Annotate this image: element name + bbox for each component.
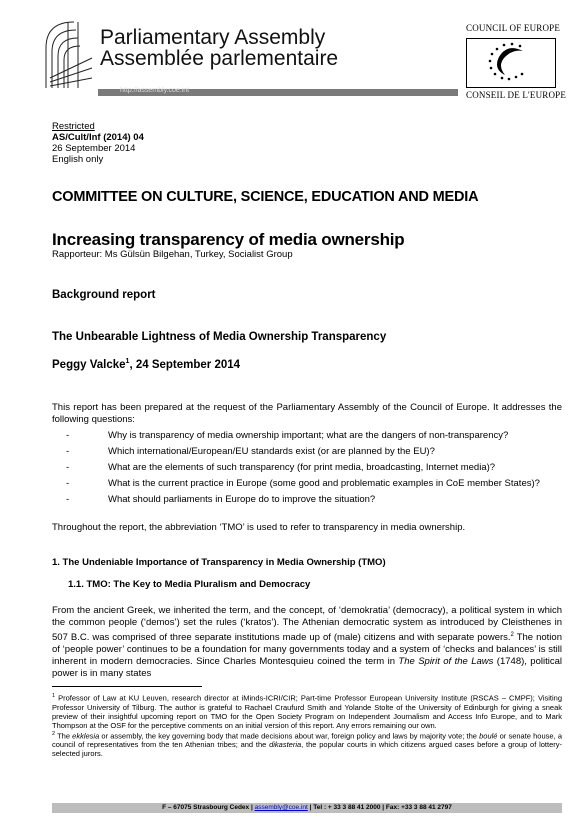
- coe-logo: [466, 38, 556, 88]
- author-line: [52, 358, 240, 371]
- intro-paragraph: This report has been prepared at the request of the Parliamentary Assembly of the Council of Europe. It addresses the following questions:: [52, 402, 562, 425]
- footer-email-link[interactable]: assembly@coe.int: [254, 804, 308, 811]
- footnotes: [52, 692, 562, 758]
- list-item: - Why is transparency of media ownership important; what are the dangers of non-transparency?: [66, 430, 509, 441]
- page-footer: [52, 803, 562, 813]
- section-1-1-heading: 1.1. TMO: The Key to Media Pluralism and Democracy: [68, 579, 311, 590]
- coe-stars-logo-icon: [467, 39, 555, 87]
- footer-contact: | Tel : + 33 3 88 41 2000 | Fax: +33 3 88 41 2797: [307, 804, 452, 811]
- footnote-1: $^1$ Professor of Law at KU Leuven, research director at iMinds-ICRI/CIR; Part-time Professor European University Institute (RSCAS – CMPF); Visiting Professor University of Tilburg. The author is grateful to Rachael Craufurd Smith and Yolande Stolte of the University of Edinburgh for giving a sneak preview of their insightful upcoming report on TMO for the Open Society Program on Independent Journalism and Access Info Europe, and to Mark Thompson at the OSF for the perceptive comments on an initial version of this report. Any errors remaining our own.: [52, 693, 562, 730]
- committee-name: COMMITTEE ON CULTURE, SCIENCE, EDUCATION AND MEDIA: [52, 189, 479, 205]
- book-title: The Spirit of the Laws: [398, 656, 494, 668]
- assembly-name-en: Parliamentary Assembly: [100, 26, 326, 49]
- list-item: - What are the elements of such transparency (for print media, broadcasting, Internet media)?: [66, 462, 496, 473]
- coe-name-fr: CONSEIL DE L'EUROPE: [466, 90, 567, 100]
- assembly-name-fr: Assemblée parlementaire: [100, 47, 339, 70]
- questions-list: [52, 430, 562, 510]
- report-subtitle: The Unbearable Lightness of Media Ownership Transparency: [52, 331, 387, 343]
- language-note: English only: [52, 154, 104, 165]
- author-name: Peggy Valcke: [52, 358, 126, 371]
- section-1-heading: 1. The Undeniable Importance of Transparency in Media Ownership (TMO): [52, 557, 386, 568]
- document-date: 26 September 2014: [52, 143, 136, 154]
- document-title: Increasing transparency of media ownership: [52, 230, 405, 249]
- assembly-url-link[interactable]: http://assembly.coe.int: [120, 87, 190, 94]
- footnote-ref-2[interactable]: 2: [510, 632, 514, 638]
- rapporteur-line: Rapporteur: Ms Gülsün Bilgehan, Turkey, Socialist Group: [52, 249, 293, 260]
- footnote-separator: [52, 686, 202, 687]
- document-reference: AS/Cult/Inf (2014) 04: [52, 132, 144, 143]
- assembly-hemicycle-logo: [44, 18, 94, 90]
- list-item: - What should parliaments in Europe do to improve the situation?: [66, 494, 376, 505]
- list-item: - Which international/European/EU standards exist (or are planned by the EU)?: [66, 446, 435, 457]
- list-item: - What is the current practice in Europe (some good and problematic examples in CoE member States)?: [66, 478, 540, 489]
- report-type: Background report: [52, 289, 156, 301]
- author-date: , 24 September 2014: [129, 358, 241, 371]
- footnote-ref-1[interactable]: 1: [125, 358, 130, 365]
- footnote-2: $^2$ The ekklesia or assembly, the key governing body that made decisions about war, foreign policy and laws by majority vote; the boulé or senate house, a council of representatives from the ten Athenian tribes; and the dikasteria, the popular courts in which citizens argued cases before a group of lottery-selected jurors.: [52, 730, 562, 758]
- coe-name-en: COUNCIL OF EUROPE: [466, 23, 561, 33]
- restricted-label: Restricted: [52, 121, 95, 132]
- abbreviation-note: Throughout the report, the abbreviation ‘TMO’ is used to refer to transparency in media ownership.: [52, 522, 466, 533]
- footer-address: F – 67075 Strasbourg Cedex |: [162, 804, 255, 811]
- body-paragraph: From the ancient Greek, we inherited the term, and the concept, of ‘demokratia’ (democracy), a political system in which the common people (‘demos’) set the rules (‘kratos’). The Athenian democratic system as introduced by Cleisthenes in 507 B.C. was comprised of three separate institutions made up of (male) citizens and with separate powers.$^2$ The notion of ‘people power’ continues to be a foundation for many governments today and a system of ‘checks and balances’ is still inherent in modern democracies. Since Charles Montesquieu coined the term in The Spirit of the Laws (1748), political power is in many states: [52, 605, 562, 680]
